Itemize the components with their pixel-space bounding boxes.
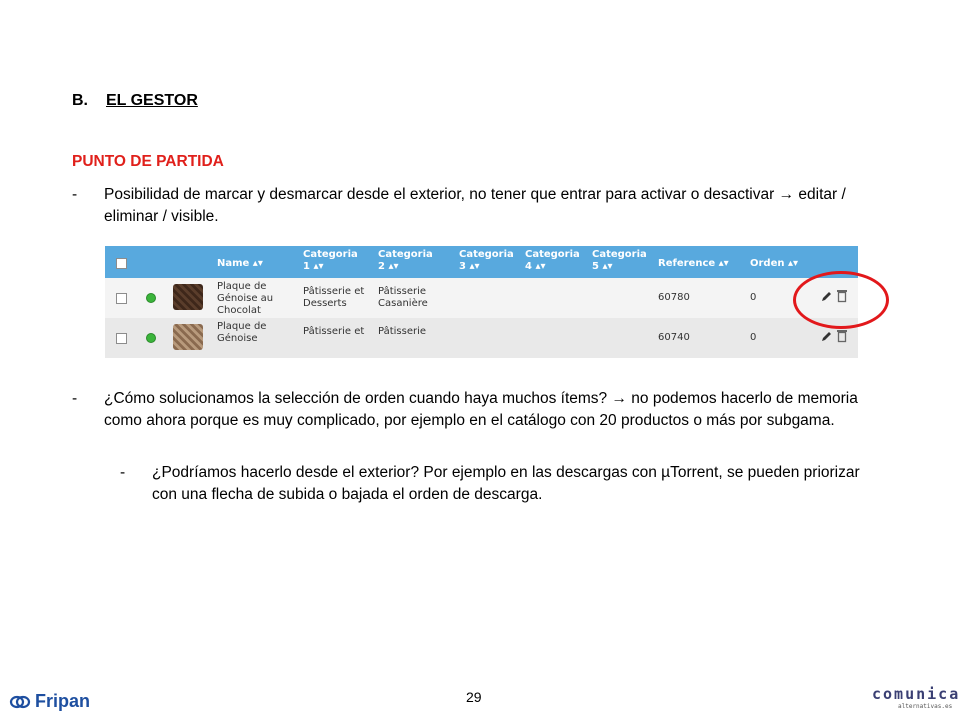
- column-header-categoria-1[interactable]: Categoria 1 ▴▾: [303, 249, 358, 272]
- cell-name: Plaque de Génoise au Chocolat: [217, 281, 274, 316]
- active-status-icon[interactable]: [146, 293, 156, 303]
- row-checkbox[interactable]: [116, 333, 127, 344]
- highlight-circle: [793, 271, 889, 329]
- cell-reference: 60780: [658, 292, 690, 303]
- subheading: PUNTO DE PARTIDA: [72, 153, 224, 170]
- column-header-categoria-4[interactable]: Categoria 4 ▴▾: [525, 249, 580, 272]
- cell-orden: 0: [750, 292, 757, 303]
- cell-categoria-1: Pâtisserie et Desserts: [303, 286, 365, 309]
- section-title: [72, 92, 198, 110]
- select-all-checkbox[interactable]: [116, 258, 127, 269]
- bullet-text: Posibilidad de marcar y desmarcar desde el exterior, no tener que entrar para activar o desactivar → editar / eliminar / visible.: [104, 186, 846, 225]
- cell-name: Plaque de Génoise: [217, 321, 267, 344]
- cell-orden: 0: [750, 332, 757, 343]
- edit-pencil-icon[interactable]: [821, 330, 833, 342]
- cell-categoria-2: Pâtisserie: [378, 326, 427, 337]
- comunica-logo-text: comunica: [872, 685, 960, 703]
- column-header-categoria-3[interactable]: Categoria 3 ▴▾: [459, 249, 514, 272]
- page-number: 29: [466, 689, 482, 705]
- fripan-logo: [10, 691, 90, 712]
- comunica-logo-sub: alternativas.es: [898, 703, 953, 710]
- table-header: [105, 246, 858, 278]
- fripan-knot-icon: [10, 694, 30, 710]
- cell-reference: 60740: [658, 332, 690, 343]
- column-header-reference[interactable]: Reference ▴▾: [658, 258, 729, 269]
- column-header-categoria-2[interactable]: Categoria 2 ▴▾: [378, 249, 433, 272]
- section-letter: B.: [72, 92, 88, 109]
- fripan-logo-text: Fripan: [35, 691, 91, 711]
- cell-categoria-1: Pâtisserie et: [303, 326, 365, 337]
- bullet-text: ¿Cómo solucionamos la selección de orden cuando haya muchos ítems? → no podemos hacerlo de memoria como ahora porque es muy complicado, por ejemplo en el catálogo con 20 productos o más por subgama.: [104, 390, 858, 429]
- section-title-text: EL GESTOR: [106, 92, 198, 109]
- column-header-name[interactable]: Name ▴▾: [217, 258, 263, 269]
- column-header-orden[interactable]: Orden ▴▾: [750, 258, 799, 269]
- cell-categoria-2: Pâtisserie Casanière: [378, 286, 428, 309]
- active-status-icon[interactable]: [146, 333, 156, 343]
- bullet-dash: -: [72, 186, 78, 203]
- row-checkbox[interactable]: [116, 293, 127, 304]
- comunica-logo: [872, 684, 960, 710]
- bullet-dash: -: [120, 464, 126, 481]
- product-thumbnail: [173, 284, 203, 310]
- bullet-text: ¿Podríamos hacerlo desde el exterior? Por ejemplo en las descargas con µTorrent, se pueden priorizar con una flecha de subida o bajada el orden de descarga.: [152, 464, 860, 503]
- table-row: [105, 278, 858, 318]
- product-table: [105, 246, 858, 344]
- column-header-categoria-5[interactable]: Categoria 5 ▴▾: [592, 249, 647, 272]
- table-row: [105, 318, 858, 358]
- product-thumbnail: [173, 324, 203, 350]
- trash-icon[interactable]: [837, 329, 847, 342]
- bullet-dash: -: [72, 390, 78, 407]
